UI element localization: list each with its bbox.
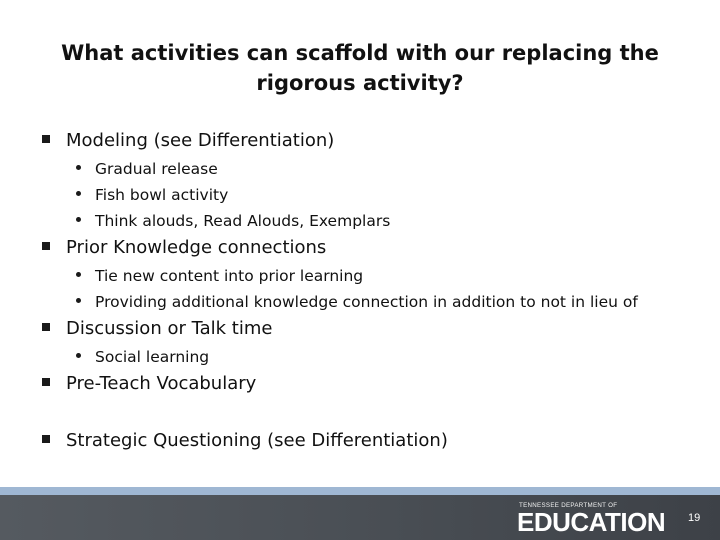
bullet-text: Prior Knowledge connections (66, 237, 327, 258)
square-bullet-icon (42, 323, 50, 331)
sub-bullet-text: Fish bowl activity (95, 186, 229, 204)
bullet-text: Modeling (see Differentiation) (66, 130, 335, 151)
square-bullet-icon (42, 242, 50, 250)
page-number: 19 (688, 512, 701, 524)
slide-title-line-1: What activities can scaffold with our replacing the (61, 41, 659, 65)
sub-bullet-text: Social learning (95, 348, 210, 366)
sub-bullet-text: Think alouds, Read Alouds, Exemplars (95, 212, 391, 230)
sub-bullet-text: Providing additional knowledge connection in addition to not in lieu of (95, 293, 638, 311)
square-bullet-icon (42, 135, 50, 143)
logo-main-text: EDUCATION (517, 507, 666, 537)
sub-bullet-item (76, 265, 363, 287)
bullet-item-discussion (40, 317, 272, 341)
square-bullet-icon (42, 378, 50, 386)
bullet-item-pre-teach (40, 372, 256, 396)
sub-bullet-item (76, 291, 638, 313)
round-bullet-icon (76, 191, 81, 196)
round-bullet-icon (76, 353, 81, 358)
sub-bullet-text: Tie new content into prior learning (95, 267, 364, 285)
sub-bullet-text: Gradual release (95, 160, 218, 178)
slide-title (40, 38, 680, 98)
sub-bullet-item (76, 346, 209, 368)
bullet-text: Strategic Questioning (see Differentiation) (66, 430, 448, 451)
slide-title-line-2: rigorous activity? (256, 71, 464, 95)
bullet-text: Pre-Teach Vocabulary (66, 373, 257, 394)
bullet-text: Discussion or Talk time (66, 318, 273, 339)
round-bullet-icon (76, 217, 81, 222)
education-logo (517, 500, 682, 536)
round-bullet-icon (76, 165, 81, 170)
bullet-item-prior-knowledge (40, 236, 326, 260)
round-bullet-icon (76, 272, 81, 277)
logo-small-text: TENNESSEE DEPARTMENT OF (519, 502, 618, 509)
footer-stripe (0, 487, 720, 495)
bullet-item-modeling (40, 129, 334, 153)
square-bullet-icon (42, 435, 50, 443)
round-bullet-icon (76, 298, 81, 303)
sub-bullet-item (76, 158, 218, 180)
bullet-item-strategic-questioning (40, 429, 448, 453)
sub-bullet-item (76, 184, 228, 206)
sub-bullet-item (76, 210, 390, 232)
